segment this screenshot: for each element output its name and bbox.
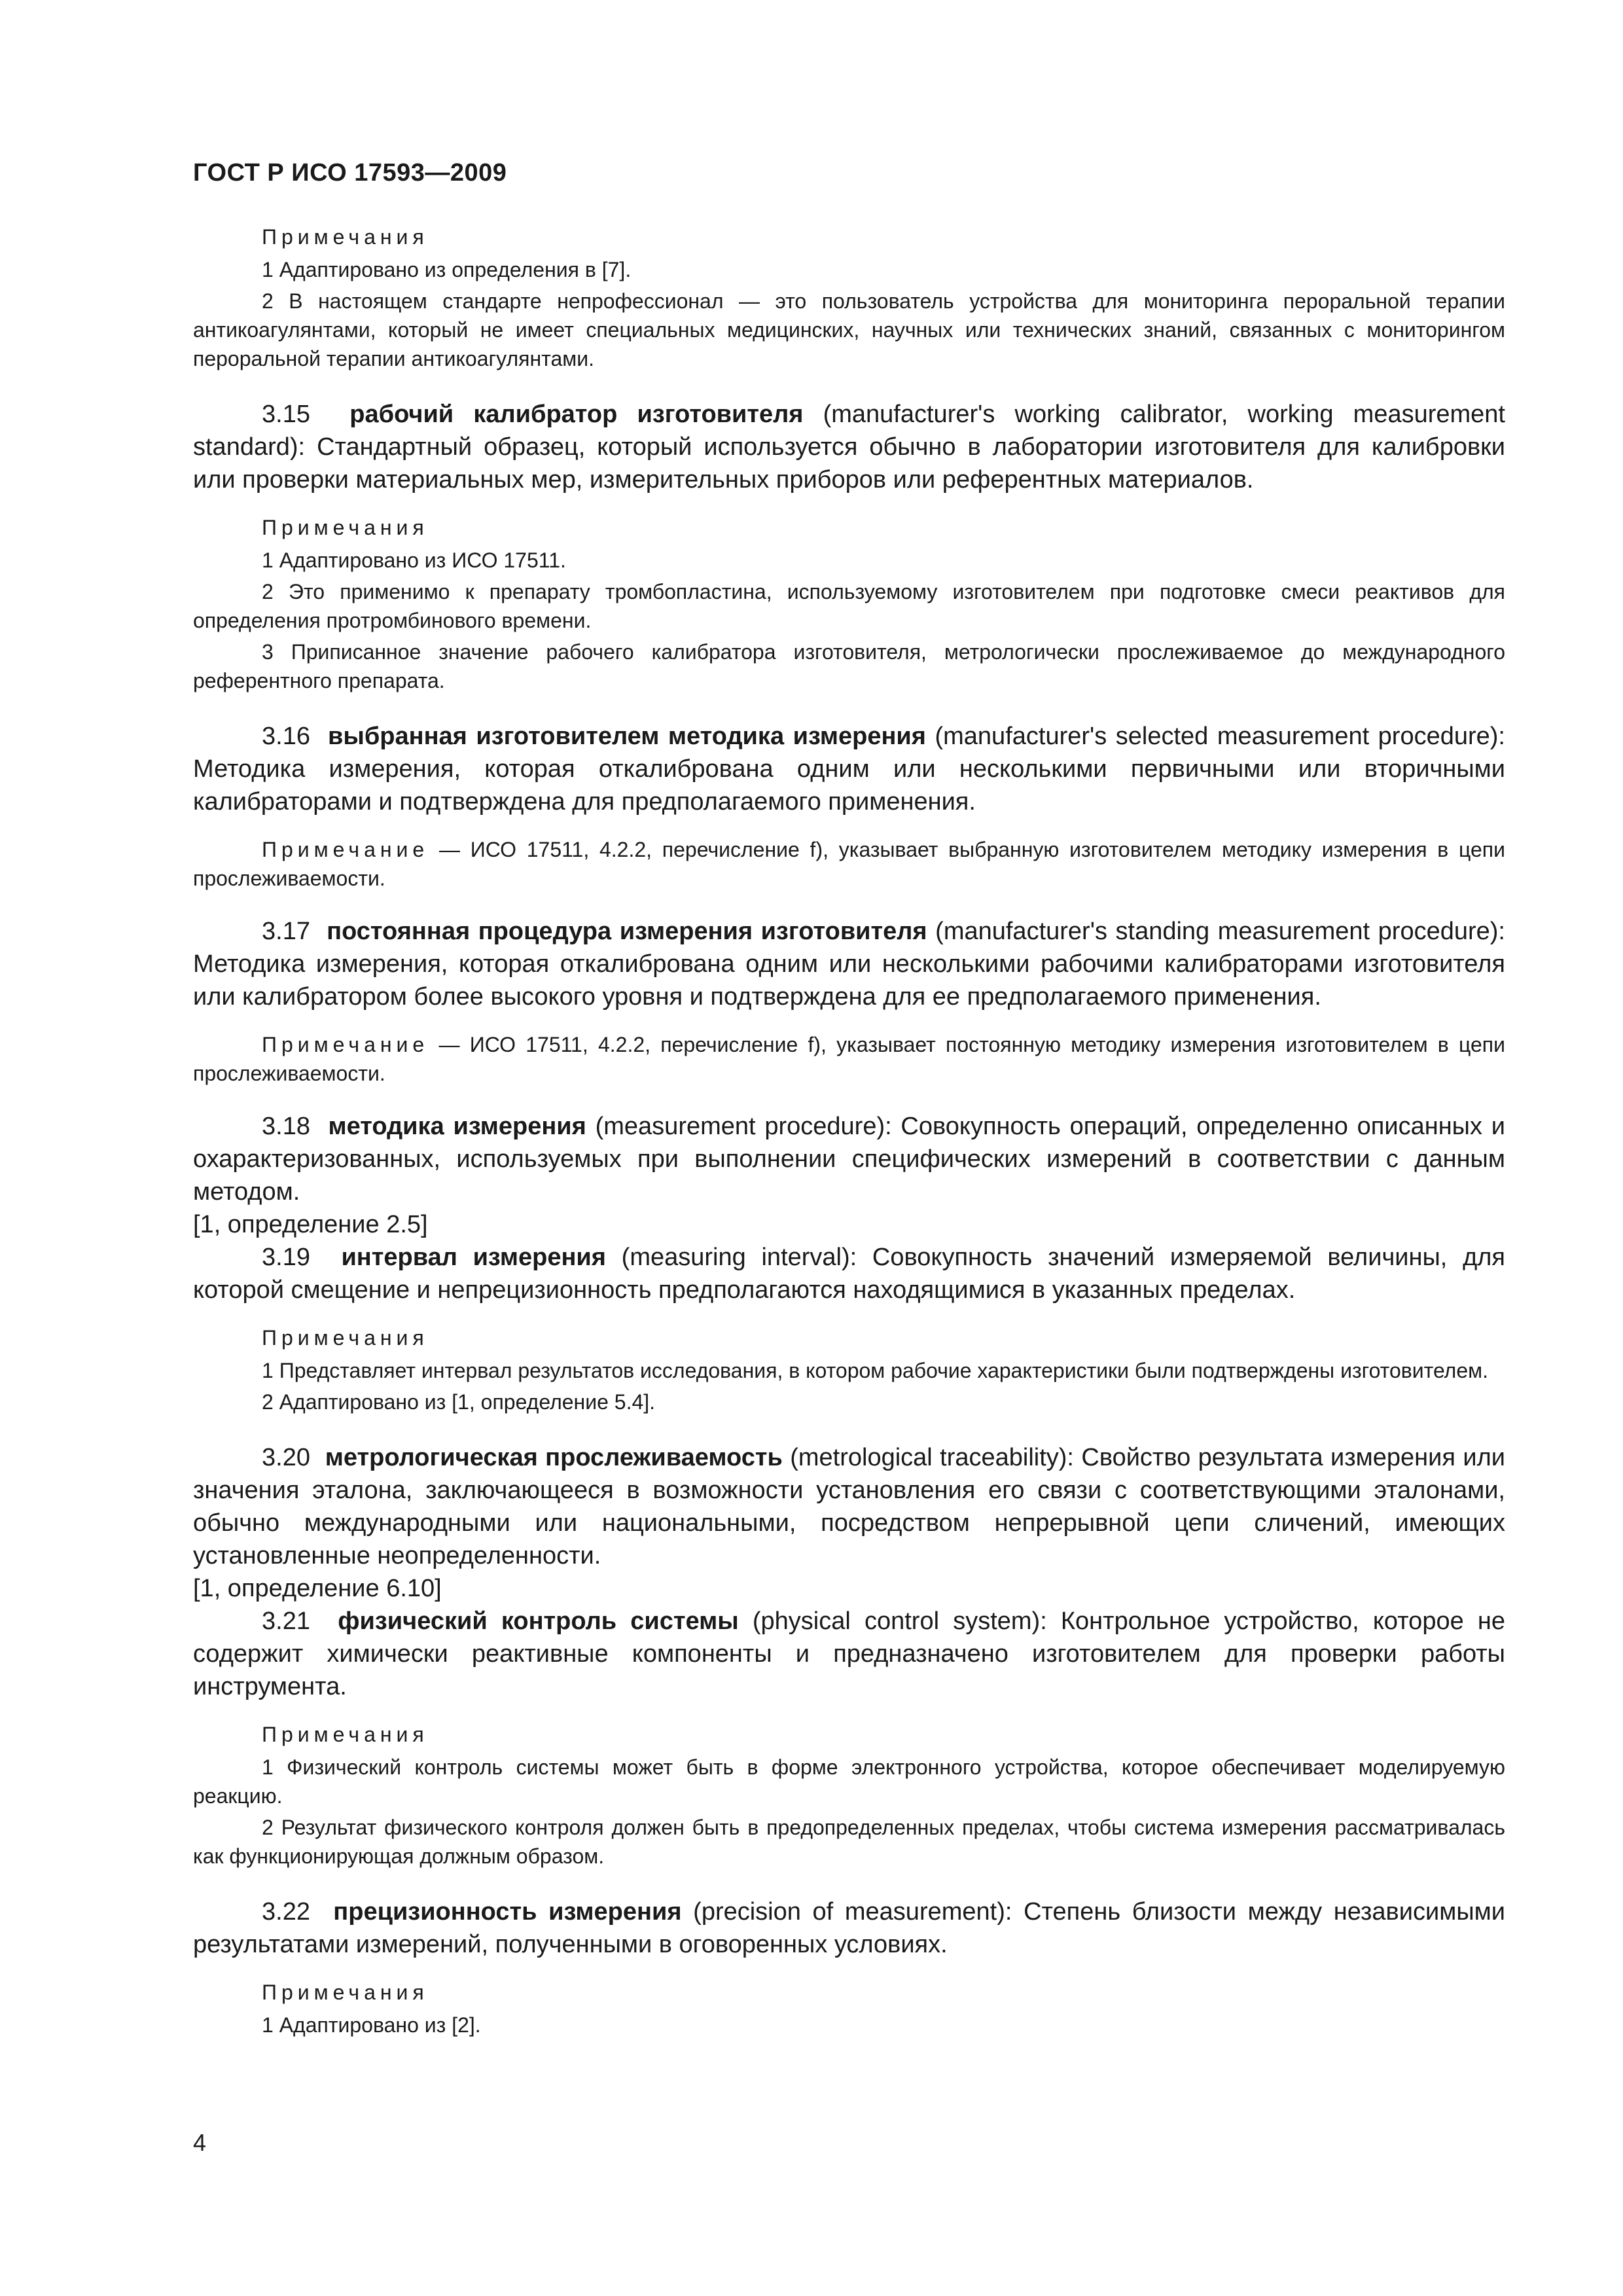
term-number: 3.22 [262, 1898, 310, 1926]
document-content [193, 223, 1505, 2042]
single-note [193, 835, 1505, 893]
term-number: 3.18 [262, 1113, 310, 1140]
term-entry-3-18 [193, 1110, 1505, 1208]
notes-heading: Примечания [262, 225, 429, 249]
note-text: — ИСО 17511, 4.2.2, перечисление f), указывает выбранную изготовителем методику измерения в цепи прослеживаемости. [193, 838, 1505, 890]
term-name: прецизионность измерения [333, 1898, 682, 1926]
term-name: физический контроль системы [338, 1607, 739, 1635]
term-definition: (manufacturer's standing measurement procedure): Методика измерения, которая откалибрована одним или несколькими рабочими калибраторами изготовителя или калибратором более высокого уровня и подтверждена для ее предполагаемого применения. [193, 918, 1505, 1011]
note-item: 2 В настоящем стандарте непрофессионал — это пользователь устройства для мониторинга пероральной терапии антикоагулянтами, который не имеет специальных медицинских, научных или технических знаний, связанных с мониторингом пероральной терапии антикоагулянтами. [193, 289, 1505, 370]
term-definition: (metrological traceability): Свойство результата измерения или значения эталона, заключающееся в возможности установления его связи с соответствующими эталонами, обычно международными или национальными, посредством непрерывной цепи сличений, имеющих установленные неопределенности. [193, 1444, 1505, 1570]
term-entry-3-20 [193, 1441, 1505, 1572]
term-definition: (manufacturer's selected measurement procedure): Методика измерения, которая откалибрована одним или несколькими первичными или вторичными калибраторами и подтверждена для предполагаемого применения. [193, 723, 1505, 816]
note-item: 1 Адаптировано из определения в [7]. [262, 258, 632, 281]
note-label: Примечание [262, 838, 429, 861]
term-name: выбранная изготовителем методика измерения [328, 723, 926, 750]
note-item: 1 Адаптировано из [2]. [262, 2013, 481, 2037]
notes-heading: Примечания [262, 516, 429, 539]
term-number: 3.16 [262, 723, 310, 750]
term-number: 3.17 [262, 918, 310, 945]
term-name: метрологическая прослеживаемость [325, 1444, 783, 1471]
term-entry-3-17 [193, 915, 1505, 1013]
term-definition: (manufacturer's working calibrator, working measurement standard): Стандартный образец, который используется обычно в лаборатории изготовителя для калибровки или проверки материальных мер, измерительных приборов или референтных материалов. [193, 401, 1505, 493]
note-item: 2 Результат физического контроля должен быть в предопределенных пределах, чтобы система измерения рассматривалась как функционирующая должным образом. [193, 1816, 1505, 1868]
term-number: 3.21 [262, 1607, 310, 1635]
term-name: рабочий калибратор изготовителя [349, 401, 804, 428]
term-definition: (measuring interval): Совокупность значений измеряемой величины, для которой смещение и непрецизионность предполагаются находящимися в указанных пределах. [193, 1244, 1505, 1304]
page-number: 4 [193, 2129, 207, 2156]
term-number: 3.19 [262, 1244, 310, 1271]
term-definition: (precision of measurement): Степень близости между независимыми результатами измерений, полученными в оговоренных условиях. [193, 1898, 1505, 1958]
term-entry-3-15 [193, 398, 1505, 496]
term-number: 3.20 [262, 1444, 310, 1471]
document-page [193, 0, 1505, 2296]
notes-heading: Примечания [262, 1326, 429, 1350]
notes-heading: Примечания [262, 1723, 429, 1746]
reference: [1, определение 2.5] [193, 1211, 428, 1238]
reference: [1, определение 6.10] [193, 1575, 442, 1602]
note-item: 1 Адаптировано из ИСО 17511. [262, 548, 566, 572]
term-entry-3-16 [193, 720, 1505, 818]
term-definition: (measurement procedure): Совокупность операций, определенно описанных и охарактеризованных, используемых при выполнении специфических измерений в соответствии с данным методом. [193, 1113, 1505, 1206]
note-item: 1 Представляет интервал результатов исследования, в котором рабочие характеристики были подтверждены изготовителем. [262, 1359, 1489, 1382]
note-item: 2 Адаптировано из [1, определение 5.4]. [262, 1390, 656, 1414]
term-entry-3-19 [193, 1241, 1505, 1306]
term-entry-3-21 [193, 1605, 1505, 1703]
notes-heading: Примечания [262, 1981, 429, 2004]
term-number: 3.15 [262, 401, 310, 428]
note-text: — ИСО 17511, 4.2.2, перечисление f), указывает постоянную методику измерения изготовителем в цепи прослеживаемости. [193, 1033, 1505, 1085]
document-header: ГОСТ Р ИСО 17593—2009 [193, 159, 507, 187]
term-name: интервал измерения [341, 1244, 606, 1271]
term-name: методика измерения [328, 1113, 586, 1140]
note-label: Примечание [262, 1033, 429, 1056]
term-definition: (physical control system): Контрольное устройство, которое не содержит химически реактивные компоненты и предназначено изготовителем для проверки работы инструмента. [193, 1607, 1505, 1700]
term-name: постоянная процедура измерения изготовителя [327, 918, 927, 945]
note-item: 3 Приписанное значение рабочего калибратора изготовителя, метрологически прослеживаемое до международного референтного препарата. [193, 640, 1505, 692]
term-entry-3-22 [193, 1895, 1505, 1961]
note-item: 2 Это применимо к препарату тромбопластина, используемому изготовителем при подготовке смеси реактивов для определения протромбинового времени. [193, 580, 1505, 632]
note-item: 1 Физический контроль системы может быть в форме электронного устройства, которое обеспечивает моделируемую реакцию. [193, 1755, 1505, 1808]
single-note [193, 1030, 1505, 1088]
